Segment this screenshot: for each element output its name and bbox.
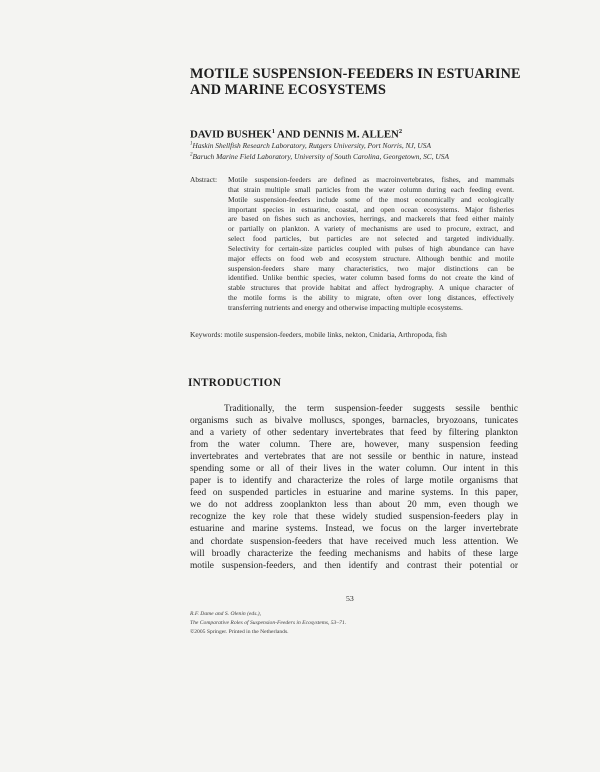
abstract-line: the motile forms is the ability to migrate, often over long distances, effectively xyxy=(228,293,514,303)
title-line: MOTILE SUSPENSION-FEEDERS IN ESTUARINE xyxy=(190,66,521,82)
author-superscript: 2 xyxy=(398,128,403,135)
body-paragraph xyxy=(190,403,518,572)
author-superscript: 1 xyxy=(271,128,275,135)
abstract-line: important species in estuarine, coastal, and open ocean ecosystems. Major fisheries xyxy=(228,204,514,214)
body-line: motile suspension-feeders, and then identify and contrast their potential or xyxy=(190,560,518,571)
keywords: Keywords: motile suspension-feeders, mobile links, nekton, Cnidaria, Arthropoda, fish xyxy=(190,330,447,339)
body-line: feed on suspended particles in estuarine and marine systems. In this paper, xyxy=(190,488,518,499)
author-list xyxy=(190,128,402,141)
footer-line: R.F. Dame and S. Olenin (eds.), xyxy=(190,611,262,617)
title-line: AND MARINE ECOSYSTEMS xyxy=(190,82,387,98)
page-number: 53 xyxy=(346,594,354,603)
abstract-line: suspension-feeders share many characteristics, two major distinctions can be xyxy=(228,263,514,273)
body-line: and a variety of other sedentary invertebrates that feed by filtering plankton xyxy=(190,428,518,439)
abstract-text xyxy=(228,175,514,313)
body-line: spending some or all of their lives in the water column. Our intent in this xyxy=(190,464,518,475)
abstract-line: Motile suspension-feeders are defined as macroinvertebrates, fishes, and mammals xyxy=(228,175,514,184)
abstract-line: are based on fishes such as anchovies, herrings, and mackerels that feed either mainly xyxy=(228,214,514,224)
body-line: invertebrates and vertebrates that are not sessile or benthic in nature, instead xyxy=(190,452,518,463)
author-name: DENNIS M. ALLEN xyxy=(303,128,399,141)
body-line: estuarine and marine systems. Instead, we focus on the larger invertebrate xyxy=(190,524,518,535)
abstract-line: stable structures that provide habitat and affect hydrography. A unique character of xyxy=(228,283,514,293)
body-line: from the water column. There are, however, many suspension feeding xyxy=(190,440,518,451)
footer-line: The Comparative Roles of Suspension-Feeders in Ecosystems, 53–71. xyxy=(190,619,347,626)
author-name: DAVID BUSHEK xyxy=(190,128,272,141)
affiliation-superscript: 1 xyxy=(190,141,193,147)
abstract-line: identified. Unlike benthic species, water column based forms do not create the kind of xyxy=(228,273,514,283)
abstract-line: Motile suspension-feeders include some of the most economically and ecologically xyxy=(228,194,514,204)
abstract-line: select food particles, but particles are not selected and targeted individually. xyxy=(228,234,514,244)
affiliation-text: Haskin Shellfish Research Laboratory, Rutgers University, Port Norris, NJ, USA xyxy=(192,141,431,150)
abstract-line: that strain multiple small particles from the water column during each feeding event. xyxy=(228,184,514,194)
body-line: Traditionally, the term suspension-feeder suggests sessile benthic xyxy=(224,404,518,414)
section-heading: INTRODUCTION xyxy=(188,377,282,389)
affiliation-text: Baruch Marine Field Laboratory, University of South Carolina, Georgetown, SC, USA xyxy=(192,152,449,161)
paper-title xyxy=(190,66,550,98)
citation-footer xyxy=(190,610,490,636)
body-line: will broadly characterize the feeding mechanisms and habits of these large xyxy=(190,548,518,559)
abstract-line: major effects on food web and ecosystem structure. Although benthic and motile xyxy=(228,253,514,263)
author-connector: AND xyxy=(274,128,304,141)
affiliation-superscript: 2 xyxy=(190,152,193,158)
abstract-line: or partially on plankton. A variety of mechanisms are used to procure, extract, and xyxy=(228,224,514,234)
affiliation xyxy=(190,152,550,161)
body-line: recognize the key role that these widely studied suspension-feeders play in xyxy=(190,512,518,523)
body-line: paper is to identify and characterize the roles of large motile organisms that xyxy=(190,476,518,487)
abstract-line: transferring nutrients and energy and otherwise impacting multiple ecosystems. xyxy=(228,302,463,312)
body-line: and chordate suspension-feeders that have received much less attention. We xyxy=(190,536,518,547)
abstract-line: Selectivity for certain-size particles coupled with pulses of high abundance can have xyxy=(228,243,514,253)
affiliation xyxy=(190,141,550,150)
abstract-label: Abstract: xyxy=(190,175,218,184)
footer-line: ©2005 Springer. Printed in the Netherlands. xyxy=(190,628,289,635)
body-line: organisms such as bivalve molluscs, sponges, barnacles, bryozoans, tunicates xyxy=(190,416,518,427)
body-line: we do not address zooplankton less than about 20 mm, even though we xyxy=(190,500,518,511)
